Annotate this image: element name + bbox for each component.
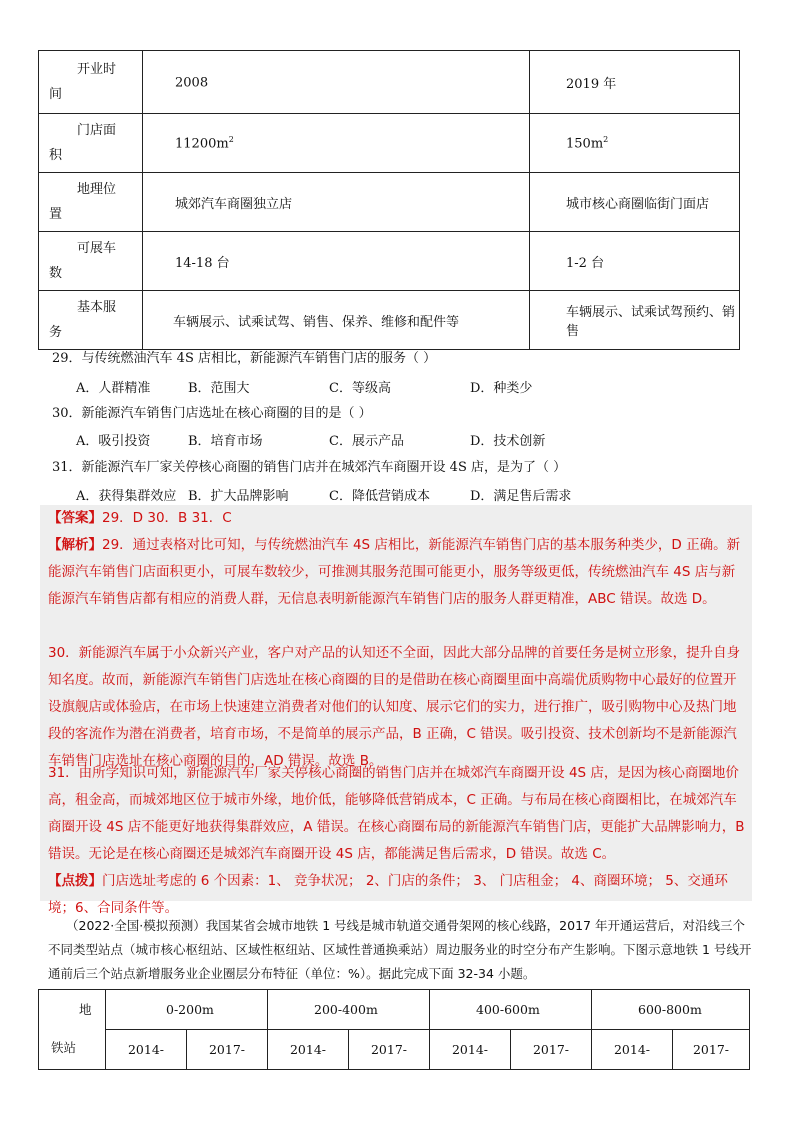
- question-31: 31．新能源汽车厂家关停核心商圈的销售门店并在城郊汽车商圈开设 4S 店，是为了（ ）: [52, 460, 567, 475]
- option-a: A．吸引投资: [76, 434, 151, 449]
- year-cell: 2014-: [592, 1030, 673, 1070]
- analysis-tag: 【解析】: [48, 537, 102, 553]
- corner-cell: 地 铁站: [39, 990, 106, 1070]
- table-row: [39, 114, 740, 173]
- range-header: 400-600m: [430, 990, 592, 1030]
- cell-traditional: 14-18 台: [143, 232, 530, 291]
- year-cell: 2017-: [673, 1030, 750, 1070]
- table-row: [39, 232, 740, 291]
- row-label: 基本服 务: [39, 291, 143, 350]
- cell-new-energy: 1-2 台: [530, 232, 740, 291]
- options-29: [76, 377, 532, 396]
- options-30: [76, 430, 545, 449]
- range-header: 200-400m: [268, 990, 430, 1030]
- answer-line: [48, 505, 748, 532]
- range-header: 600-800m: [592, 990, 750, 1030]
- tip-line: 【点拨】门店选址考虑的 6 个因素：1、 竞争状况； 2、门店的条件； 3、 门店租金； 4、商圈环境； 5、交通环境；6、合同条件等。: [48, 873, 728, 916]
- option-c: C．降低营销成本: [329, 489, 430, 504]
- option-c: C．等级高: [329, 381, 391, 396]
- analysis-31: 31．由所学知识可知，新能源汽车厂家关停核心商圈的销售门店并在城郊汽车商圈开设 4S 店，是因为核心商圈地价高，租金高，而城郊地区位于城市外缘，地价低，能够降低营销成本，C 正确。与布局在核心商圈相比，在城郊汽车商圈开设 4S 店不能更好地获得集群效应，A 错误。在核心商圈布局的新能源汽车销售门店，更能扩大品牌影响力，B 错误。无论是在核心商圈还是城郊汽车商圈开设 4S 店，都能满足售后需求，D 错误。故选 C。: [48, 765, 745, 862]
- table-row: [39, 1030, 750, 1070]
- cell-new-energy: 城市核心商圈临街门面店: [530, 173, 740, 232]
- cell-new-energy: 2019 年: [530, 51, 740, 114]
- option-b: B．培育市场: [188, 434, 263, 449]
- intro-paragraph: （2022·全国·模拟预测）我国某省会城市地铁 1 号线是城市轨道交通骨架网的核心线路，2017 年开通运营后，对沿线三个不同类型站点（城市核心枢纽站、区域性枢纽站、区域性普通换乘站）周边服务业的时空分布产生影响。下图示意地铁 1 号线开通前后三个站点新增服务业企业圈层分布特征（单位：%）。据此完成下面 32-34 小题。: [48, 918, 752, 981]
- answer-tag: 【答案】: [48, 510, 102, 526]
- year-cell: 2014-: [106, 1030, 187, 1070]
- cell-traditional: 车辆展示、试乘试驾、销售、保养、维修和配件等: [143, 291, 530, 350]
- options-31: [76, 485, 571, 504]
- row-label: 可展车 数: [39, 232, 143, 291]
- option-b: B．扩大品牌影响: [188, 489, 289, 504]
- option-d: D．满足售后需求: [470, 489, 572, 504]
- option-d: D．种类少: [470, 381, 533, 396]
- cell-new-energy: $150m^2$: [530, 114, 740, 173]
- comparison-table: [38, 50, 740, 350]
- option-a: A．人群精准: [76, 381, 151, 396]
- tip-tag: 【点拨】: [48, 873, 102, 889]
- metro-table: [38, 989, 750, 1070]
- analysis-29: 【解析】29．通过表格对比可知，与传统燃油汽车 4S 店相比，新能源汽车销售门店的基本服务种类少，D 正确。新能源汽车销售门店面积更小，可展车数较少，可推测其服务范围可能更小，服务等级更低，传统燃油汽车 4S 店与新能源汽车销售店都有相应的消费人群，无信息表明新能源汽车销售门店的服务人群更精准，ABC 错误。故选 D。: [48, 537, 741, 607]
- row-label: 地理位 置: [39, 173, 143, 232]
- option-d: D．技术创新: [470, 434, 546, 449]
- question-30: 30．新能源汽车销售门店选址在核心商圈的目的是（ ）: [52, 406, 372, 421]
- table-row: [39, 51, 740, 114]
- answer-text: 29．D 30．B 31．C: [102, 510, 232, 526]
- row-label: 门店面 积: [39, 114, 143, 173]
- table-row: [39, 291, 740, 350]
- option-a: A．获得集群效应: [76, 489, 177, 504]
- year-cell: 2014-: [430, 1030, 511, 1070]
- table-row: [39, 173, 740, 232]
- option-b: B．范围大: [188, 381, 250, 396]
- question-29: 29．与传统燃油汽车 4S 店相比，新能源汽车销售门店的服务（ ）: [52, 351, 437, 366]
- row-label: 开业时 间: [39, 51, 143, 114]
- cell-new-energy: 车辆展示、试乘试驾预约、销售: [530, 291, 740, 350]
- cell-traditional: 城郊汽车商圈独立店: [143, 173, 530, 232]
- cell-traditional: $11200m^2$: [143, 114, 530, 173]
- cell-traditional: 2008: [143, 51, 530, 114]
- table-row: [39, 990, 750, 1030]
- option-c: C．展示产品: [329, 434, 404, 449]
- year-cell: 2014-: [268, 1030, 349, 1070]
- year-cell: 2017-: [187, 1030, 268, 1070]
- range-header: 0-200m: [106, 990, 268, 1030]
- analysis-30: 30．新能源汽车属于小众新兴产业，客户对产品的认知还不全面，因此大部分品牌的首要任务是树立形象，提升自身知名度。故而，新能源汽车销售门店选址在核心商圈的目的是借助在核心商圈里面中高端优质购物中心最好的位置开设旗舰店或体验店，在市场上快速建立消费者对他们的认知度、展示它们的实力，进行推广，吸引购物中心及热门地段的客流作为潜在消费者，培育市场，不是简单的展示产品，B 正确，C 错误。吸引投资、技术创新均不是新能源汽车销售门店选址在核心商圈的目的，AD 错误。故选 B。: [48, 645, 741, 769]
- year-cell: 2017-: [511, 1030, 592, 1070]
- year-cell: 2017-: [349, 1030, 430, 1070]
